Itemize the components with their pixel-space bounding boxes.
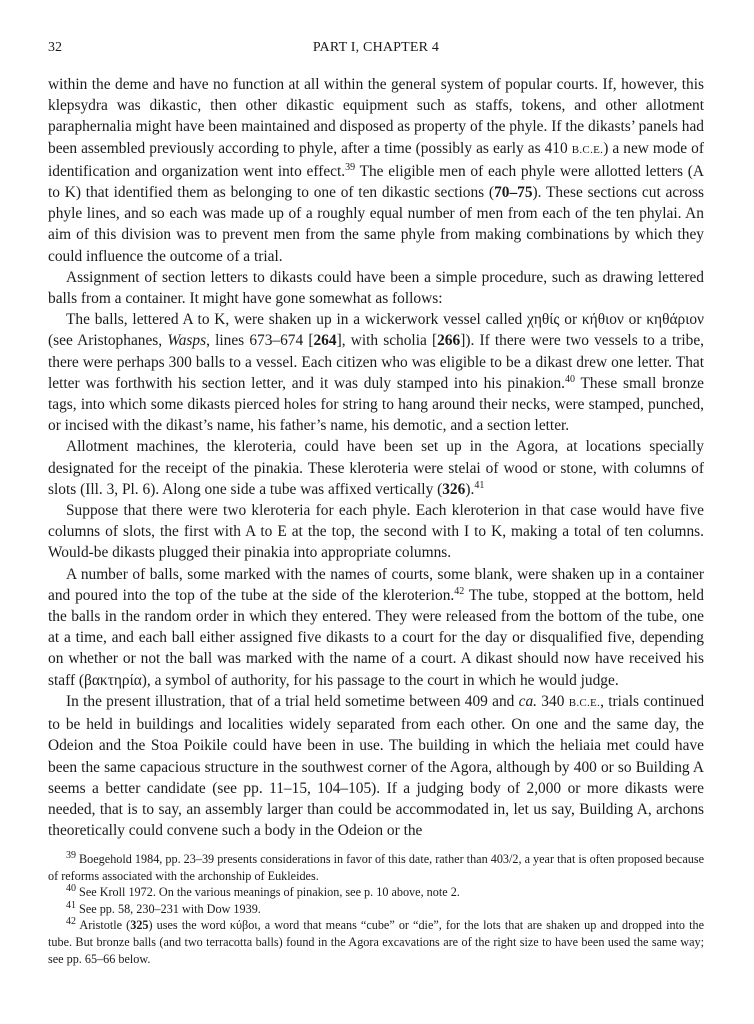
footnote-text: See pp. 58, 230–231 with Dow 1939. (76, 901, 261, 916)
work-title: Wasps (167, 332, 207, 350)
text-run: ) a new mode of identification and organization went into effect. (48, 139, 704, 180)
footnote-ref-39[interactable]: 39 (345, 161, 356, 173)
footnote-39 (48, 851, 704, 884)
text-run: These small bronze tags, into which some dikasts pierced holes for string to hang around their necks, were stamped, punched, or incised with the dikast’s name, his father’s name, his demotic, and a section letter. (48, 374, 704, 435)
text-run: within the deme and have no function at all within the general system of popular courts. If, however, this klepsydra was dikastic, then other dikastic equipment such as staffs, tokens, and other allotment paraphernalia might have been maintained and disposed as property of the phyle. If the dikasts’ panels had been assembled previously according to phyle, after a time (possibly as early as 410 (48, 76, 704, 157)
text-run: ). These sections cut across phyle lines, and so each was made up of a roughly equal number of men from each of the ten phylai. An aim of this division was to prevent men from the same phyle from making combinations by which they could influence the outcome of a trial. (48, 184, 704, 265)
running-head: PART I, CHAPTER 4 (312, 40, 440, 55)
main-text (48, 74, 704, 841)
footnote-number: 41 (66, 899, 76, 911)
paragraph-2: Assignment of section letters to dikasts could have been a simple procedure, such as drawing lettered balls from a container. It might have gone somewhat as follows: (48, 268, 704, 308)
source-ref: 264 (313, 332, 337, 350)
paragraph-7 (48, 691, 704, 841)
paragraph-4 (48, 436, 704, 500)
source-ref: 70–75 (494, 184, 533, 202)
text-run: ]). If there were two vessels to a tribe, there were perhaps 300 balls to a vessel. Each citizen who was eligible to be a dikast drew one letter. That letter was forthwith his section letter, and it was duly stamped into his pinakion. (48, 332, 705, 392)
paragraph-3 (48, 309, 704, 436)
footnote-41 (48, 901, 704, 918)
paragraph-6 (48, 564, 704, 691)
page-number: 32 (48, 40, 62, 55)
text-run: The eligible men of each phyle were allotted letters (A to K) that identified them as belonging to one of ten dikastic sections ( (48, 162, 704, 202)
source-ref: 326 (442, 480, 466, 498)
footnote-number: 40 (66, 883, 76, 895)
text-run: A number of balls, some marked with the names of courts, some blank, were shaken up in a container and poured into the top of the tube at the side of the kleroterion. (48, 565, 704, 604)
footnote-text: See Kroll 1972. On the various meanings of pinakion, see p. 10 above, note 2. (76, 885, 460, 900)
text-run: The balls, lettered A to K, were shaken up in a wickerwork vessel called χηθίς or κήθιον or κηθάριον (see Aristophanes, (48, 311, 704, 350)
footnotes (48, 851, 704, 967)
source-ref: 325 (130, 918, 149, 933)
paragraph-5: Suppose that there were two kleroteria for each phyle. Each kleroterion in that case would have five columns of slots, the first with A to E at the top, the second with I to K, making a total of ten columns. Would-be dikasts plugged their pinakia into appropriate columns. (48, 502, 704, 562)
footnote-42 (48, 917, 704, 967)
footnote-number: 42 (66, 916, 76, 928)
circa-abbrev: ca. (518, 692, 538, 710)
footnote-ref-41[interactable]: 41 (474, 479, 485, 491)
text-run: 340 (537, 692, 569, 710)
text-run: , trials continued to be held in buildings and localities widely separated from each other. On one and the same day, the Odeion and the Stoa Poikile could have been in use. The building in which the heliaia met could have been the same capacious structure in the southwest corner of the Agora, although by 400 or so Building A seems a better candidate (see pp. 11–15, 104–105). If a judging body of 2,000 or more dikasts were needed, that is to say, an assembly larger than could be accommodated in, let us say, Building A, archons theoretically could convene such a body in the Odeion or the (48, 692, 705, 840)
footnote-text: Boegehold 1984, pp. 23–39 presents considerations in favor of this date, rather than 403/2, a year that is often proposed because of reforms associated with the archonship of Eukleides. (48, 852, 704, 883)
paragraph-1 (48, 74, 704, 267)
footnote-text: Aristotle ( (76, 918, 131, 933)
text-run: , lines 673–674 [ (206, 332, 314, 350)
text-run: Allotment machines, the kleroteria, could have been set up in the Agora, at locations specially designated for the receipt of the pinakia. These kleroteria were stelai of wood or stone, with columns of slots (Ill. 3, Pl. 6). Along one side a tube was affixed vertically ( (48, 438, 704, 498)
footnote-40 (48, 884, 704, 901)
footnote-ref-42[interactable]: 42 (454, 585, 465, 597)
footnote-number: 39 (66, 849, 76, 861)
footnote-text: ) uses the word κύβοι, a word that means “cube” or “die”, for the lots that are shaken up and dropped into the tube. But bronze balls (and two terracotta balls) found in the Agora excavations are of the right size to have been used the same way; see pp. 65–66 below. (48, 918, 705, 966)
page-header (48, 40, 704, 60)
text-run: ). (465, 480, 475, 498)
text-run: In the present illustration, that of a trial held sometime between 409 and (66, 692, 519, 710)
text-run: ], with scholia [ (336, 332, 438, 350)
source-ref: 266 (437, 332, 461, 350)
footnote-ref-40[interactable]: 40 (565, 373, 576, 385)
text-run: The tube, stopped at the bottom, held the balls in the random order in which they entered. They were released from the bottom of the tube, one at a time, and each ball either assigned five dikasts to a court for the day or disqualified five, depending on whether or not the ball was marked with the name of a court. A dikast should now have received his staff (βακτηρία), a symbol of authority, for his passage to the court in which he would judge. (48, 586, 704, 689)
era-abbrev: B.C.E. (571, 143, 604, 156)
era-abbrev: B.C.E. (568, 696, 601, 709)
